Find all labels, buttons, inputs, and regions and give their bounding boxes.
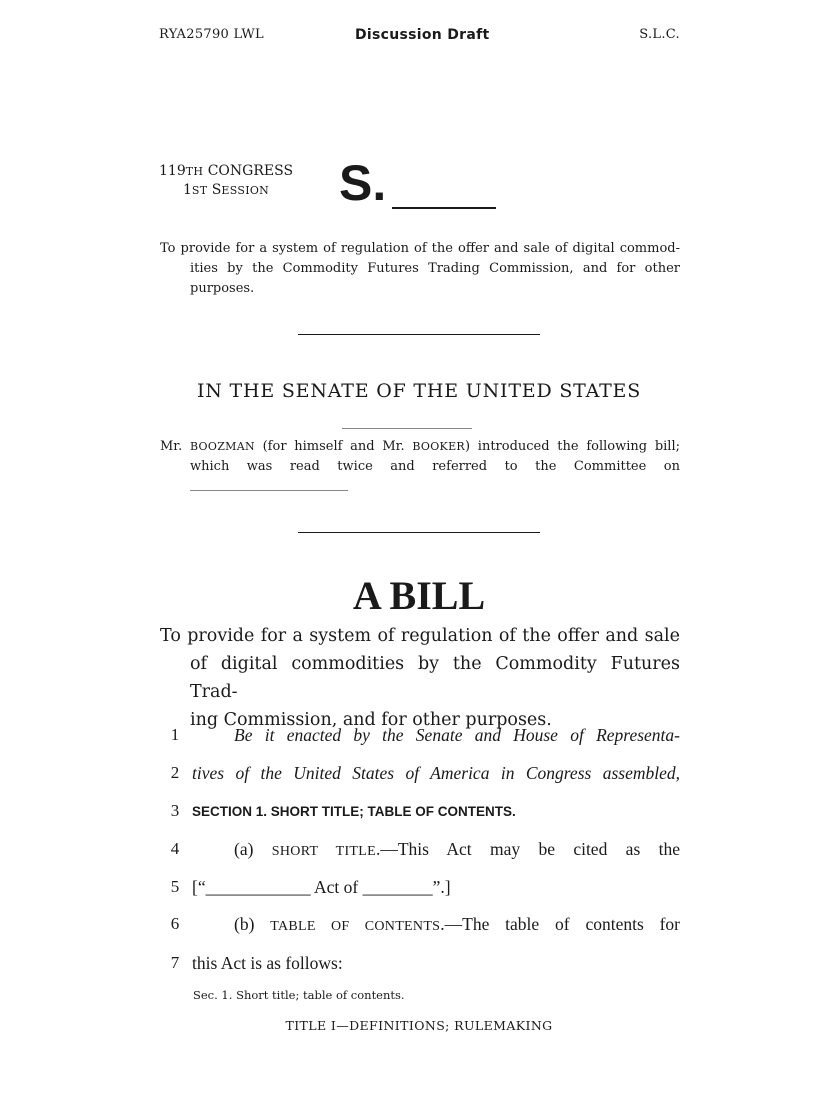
intro-mr: Mr.: [160, 439, 190, 454]
session-ordinal: ST: [191, 184, 208, 197]
toc-label: TABLE OF CONTENTS: [270, 919, 441, 934]
session-number: 1: [182, 182, 192, 198]
summary-line-2: ities by the Commodity Futures Trading Commission, and for other: [190, 261, 680, 276]
slc-label: S.L.C.: [639, 27, 680, 42]
introduction: [160, 437, 680, 477]
short-title-text: .—This Act may be cited as the: [375, 839, 680, 859]
congress-ordinal: TH: [185, 165, 204, 178]
toc-intro-line: [192, 914, 680, 935]
intro-tail: ) introduced the following bill;: [464, 439, 680, 454]
line-number: 7: [170, 953, 180, 972]
act-name-blank: [“____________ Act of ________”.]: [192, 877, 451, 897]
congress-number: 119: [159, 163, 186, 179]
intro-mid: (for himself and Mr.: [254, 439, 413, 454]
enacting-clause-2: tives of the United States of America in Congress assembled,: [192, 763, 680, 783]
title-heading: TITLE I—DEFINITIONS; RULEMAKING: [285, 1018, 553, 1033]
sponsor-name: BOOZMAN: [189, 440, 255, 453]
congress-block: [159, 162, 293, 200]
summary-line-1: To provide for a system of regulation of the offer and sale of digital commod-: [160, 241, 680, 256]
summary-line-3: purposes.: [190, 281, 255, 296]
doc-id: RYA25790 LWL: [159, 27, 264, 42]
purpose-line-3: ing Commission, and for other purposes.: [190, 710, 552, 730]
purpose: [160, 622, 680, 734]
subsection-b: (b): [234, 914, 271, 934]
toc-intro-end: this Act is as follows:: [192, 953, 343, 973]
line-number: 4: [170, 839, 180, 858]
committee-blank: [190, 490, 348, 491]
section-heading: SECTION 1. SHORT TITLE; TABLE OF CONTENTS.: [192, 804, 516, 819]
line-number: 1: [170, 725, 180, 744]
toc-entry: Sec. 1. Short title; table of contents.: [193, 988, 405, 1002]
divider-top: [298, 334, 540, 335]
purpose-line-1: To provide for a system of regulation of the offer and sale: [160, 626, 680, 646]
divider-thin: [342, 428, 472, 429]
toc-intro-text: .—The table of contents for: [440, 914, 680, 934]
summary: [160, 239, 680, 299]
divider-bottom: [298, 532, 540, 533]
enacting-clause-1: Be it enacted by the Senate and House of Representa-: [234, 725, 680, 745]
line-number: 5: [170, 877, 180, 896]
intro-line-1: [160, 437, 680, 457]
bill-mark: S.: [339, 155, 387, 211]
line-number: 3: [170, 801, 180, 820]
cosponsor-name: BOOKER: [412, 440, 465, 453]
session-word-initial: S: [211, 182, 222, 198]
intro-line-2: which was read twice and referred to the Committee on: [190, 459, 680, 474]
draft-label: Discussion Draft: [355, 27, 490, 43]
a-bill-heading: A BILL: [352, 573, 486, 618]
congress-word: CONGRESS: [207, 163, 294, 179]
line-number: 6: [170, 914, 180, 933]
short-title-label: SHORT TITLE: [271, 844, 376, 859]
purpose-line-2: of digital commodities by the Commodity Futures Trad-: [190, 654, 680, 702]
short-title-line: [192, 839, 680, 860]
senate-heading: IN THE SENATE OF THE UNITED STATES: [196, 380, 642, 402]
subsection-a: (a): [234, 839, 272, 859]
bill-number-blank: [392, 207, 496, 209]
session-word-rest: ESSION: [221, 184, 270, 197]
line-number: 2: [170, 763, 180, 782]
